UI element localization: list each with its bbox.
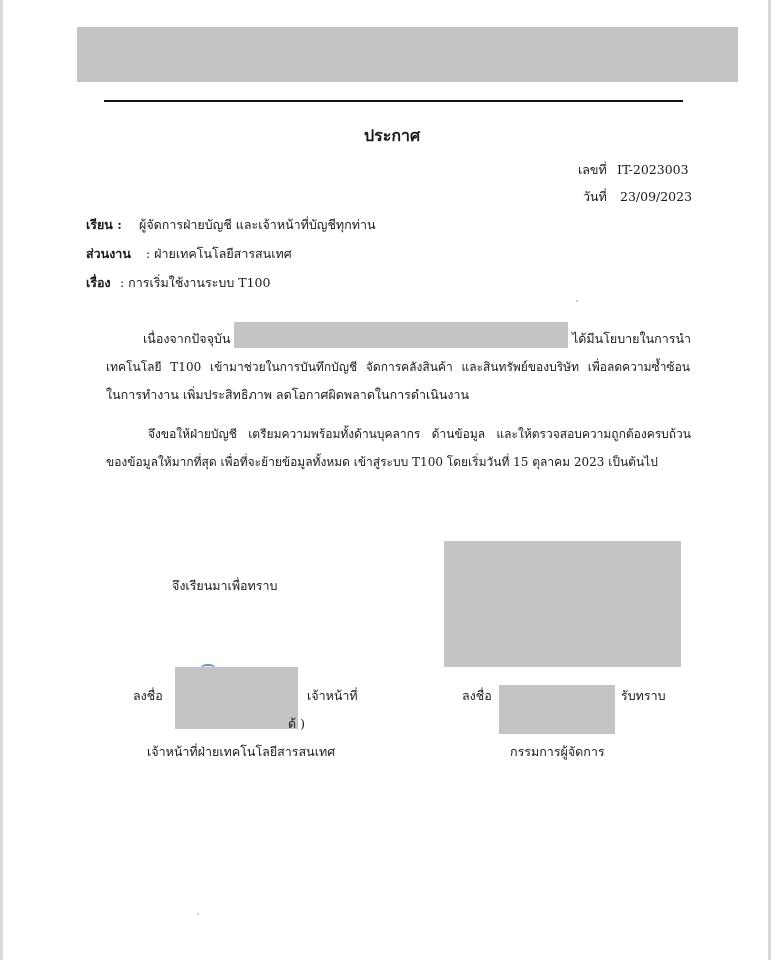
doc-number-label: เลขที่ — [578, 162, 607, 177]
to-value: ผู้จัดการฝ่ายบัญชี และเจ้าหน้าที่บัญชีทุกท่าน — [139, 217, 376, 232]
left-sign-label: ลงชื่อ — [133, 688, 163, 703]
header-redaction — [77, 27, 738, 82]
right-role-suffix: รับทราบ — [621, 688, 666, 703]
dept-value: : ฝ่ายเทคโนโลยีสารสนเทศ — [146, 246, 292, 261]
speck — [576, 300, 578, 302]
company-name-redaction — [234, 322, 568, 348]
header-rule — [104, 100, 683, 102]
left-role-suffix: เจ้าหน้าที่ — [307, 688, 358, 703]
right-sign-label: ลงชื่อ — [462, 688, 492, 703]
page-edge-left — [0, 0, 3, 960]
left-signature-redaction — [175, 667, 298, 729]
p1-line1-start: เนื่องจากปัจจุบัน — [143, 331, 231, 346]
subject-value: : การเริ่มใช้งานระบบ T100 — [120, 275, 271, 290]
doc-number-value: IT-2023003 — [617, 162, 689, 177]
document-title: ประกาศ — [364, 126, 421, 145]
dept-label: ส่วนงาน — [86, 246, 131, 261]
speck — [197, 913, 199, 915]
p2-line2: ของข้อมูลให้มากที่สุด เพื่อที่จะย้ายข้อมูลทั้งหมด เข้าสู่ระบบ T100 โดยเริ่มวันที่ 15 ตุลาคม 2023 เป็นต้นไป — [106, 455, 658, 469]
p1-line3: ในการทำงาน เพิ่มประสิทธิภาพ ลดโอกาศผิดพลาดในการดำเนินงาน — [106, 387, 470, 402]
left-position: เจ้าหน้าที่ฝ่ายเทคโนโลยีสารสนเทศ — [147, 744, 336, 759]
right-signature-redaction — [499, 685, 615, 734]
doc-date-label: วันที่ — [583, 189, 607, 204]
closing-text: จึงเรียนมาเพื่อทราบ — [172, 578, 278, 593]
left-paren-fragment: ด้ ) — [288, 716, 305, 731]
stamp-redaction — [444, 541, 681, 667]
p1-line1-end: ได้มีนโยบายในการนำ — [572, 331, 692, 346]
subject-label: เรื่อง — [86, 275, 111, 290]
p1-line2: เทคโนโลยี T100 เข้ามาช่วยในการบันทึกบัญชี จัดการคลังสินค้า และสินทรัพย์ของบริษัท เพื่อลดความซ้ำซ้อน — [106, 360, 690, 374]
doc-date-value: 23/09/2023 — [620, 189, 693, 204]
p2-line1: จึงขอให้ฝ่ายบัญชี เตรียมความพร้อมทั้งด้านบุคลากร ด้านข้อมูล และให้ตรวจสอบความถูกต้องครบถ้วน — [148, 427, 691, 441]
to-label: เรียน : — [86, 217, 122, 232]
right-position: กรรมการผู้จัดการ — [510, 744, 605, 759]
